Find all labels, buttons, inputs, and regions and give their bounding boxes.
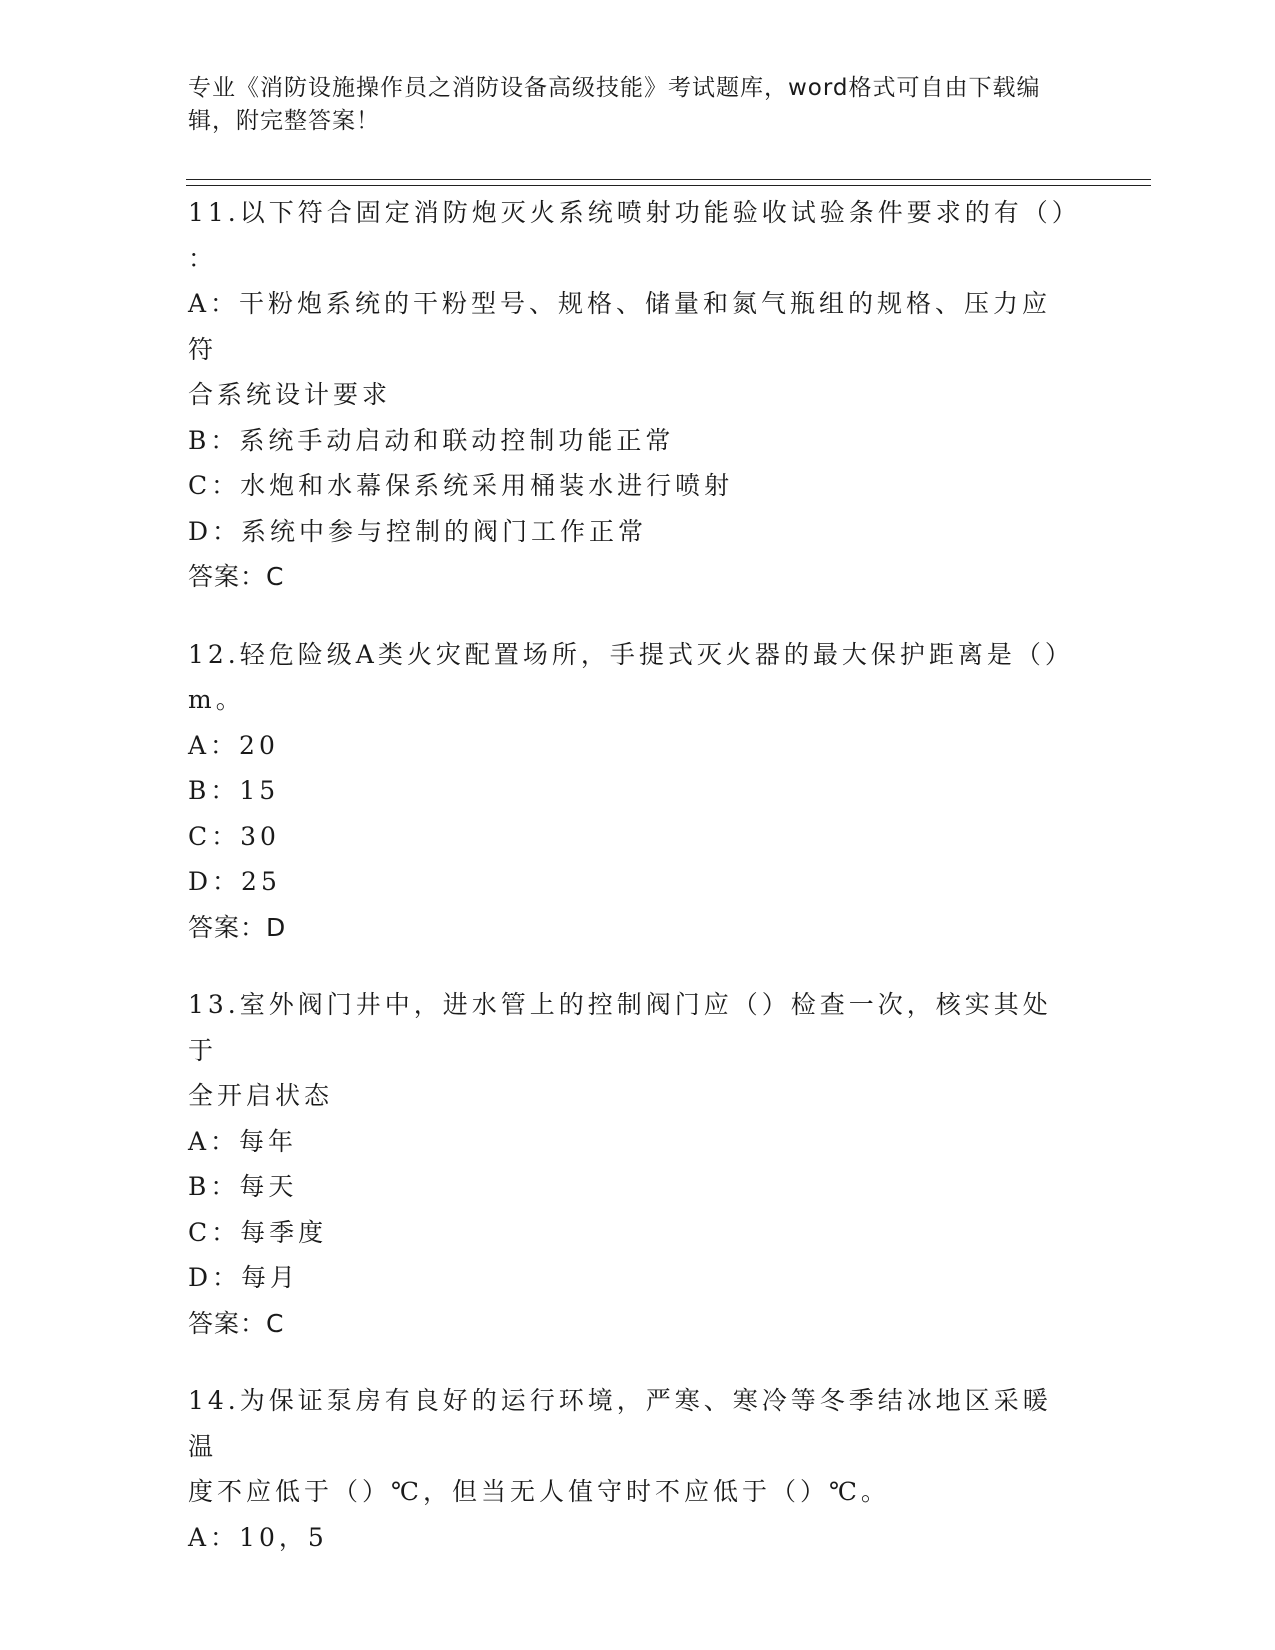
option-c: C：30 [188, 821, 280, 851]
question-stem-line: ： [188, 243, 218, 273]
option-d: D：25 [188, 867, 281, 896]
question-stem-line: 13.室外阀门井中，进水管上的控制阀门应（）检查一次，核实其处于 [188, 990, 1052, 1065]
header-divider-top [186, 179, 1151, 180]
option-d: D：每月 [188, 1263, 300, 1292]
question-stem-line: 度不应低于（）℃，但当无人值守时不应低于（）℃。 [188, 1477, 890, 1506]
question-stem-line: 14.为保证泵房有良好的运行环境，严寒、寒冷等冬季结冰地区采暖温 [188, 1386, 1052, 1461]
question-list [188, 190, 1081, 1592]
question-14 [188, 1378, 1078, 1560]
option-a: A：每年 [188, 1126, 298, 1156]
option-a: A：干粉炮系统的干粉型号、规格、储量和氮气瓶组的规格、压力应符 [188, 289, 1052, 364]
answer-line: 答案：D [188, 912, 287, 942]
document-header: 专业《消防设施操作员之消防设备高级技能》考试题库，word格式可自由下载编辑，附完整答案！ [188, 75, 1041, 134]
question-stem-line: 11.以下符合固定消防炮灭火系统喷射功能验收试验条件要求的有（） [188, 198, 1081, 227]
question-stem-line: m。 [188, 685, 245, 714]
question-13 [188, 982, 1078, 1346]
option-b: B：系统手动启动和联动控制功能正常 [188, 425, 675, 455]
question-stem-line: 12.轻危险级A类火灾配置场所，手提式灭火器的最大保护距离是（） [188, 639, 1074, 669]
option-b: B：每天 [188, 1172, 298, 1201]
option-c: C：水炮和水幕保系统采用桶装水进行喷射 [188, 471, 734, 500]
option-a: A：20 [188, 730, 279, 760]
option-a: A：10，5 [188, 1522, 328, 1552]
option-c: C：每季度 [188, 1217, 328, 1247]
question-12 [188, 632, 1078, 951]
option-a-continued: 合系统设计要求 [188, 380, 392, 409]
option-d: D：系统中参与控制的阀门工作正常 [188, 516, 648, 546]
header-divider-bottom [186, 185, 1151, 186]
option-b: B：15 [188, 776, 280, 805]
question-11 [188, 190, 1081, 600]
answer-line: 答案：C [188, 562, 285, 591]
question-stem-line: 全开启状态 [188, 1081, 334, 1110]
answer-line: 答案：C [188, 1308, 285, 1338]
